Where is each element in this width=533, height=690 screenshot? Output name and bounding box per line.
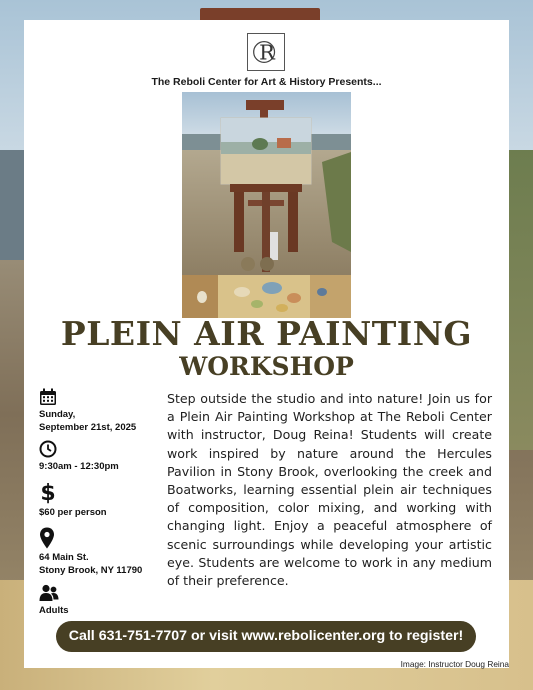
title-line-1: PLEIN AIR PAINTING [60, 314, 473, 353]
price-block [39, 480, 169, 519]
people-icon [39, 584, 169, 602]
workshop-description: Step outside the studio and into nature! Join us for a Plein Air Painting Workshop at The Reboli Center with instructor, Doug Reina! Students will create work inspired by nature around the Hercules Pavilion in Stony Brook, overlooking the creek and Boatworks, learning essential plein air techniques of composition, color mixing, and working with changing light. Enjoy a peaceful atmosphere of scenic surroundings while developing your artistic eye. Students are welcome to work in any medium of their preference. [167, 391, 492, 589]
svg-text:$: $ [40, 481, 56, 504]
reboli-logo [247, 33, 285, 71]
image-credit: Image: Instructor Doug Reina [400, 659, 509, 669]
date-line-1: Sunday, [39, 409, 76, 420]
presenter-line: The Reboli Center for Art & History Presents... [151, 76, 382, 88]
time-block [39, 440, 169, 473]
dollar-icon [39, 480, 169, 504]
location-pin-icon [39, 527, 169, 549]
background-grass [508, 150, 533, 450]
clock-icon [39, 440, 169, 458]
audience-block [39, 584, 169, 617]
registration-banner: Call 631-751-7707 or visit www.rebolicenter.org to register! [56, 621, 476, 652]
calendar-icon [39, 388, 169, 406]
address-line-2: Stony Brook, NY 11790 [39, 565, 143, 576]
audience-text: Adults [39, 605, 69, 616]
time-text: 9:30am - 12:30pm [39, 461, 119, 472]
address-block [39, 527, 169, 577]
logo-letter: R [259, 40, 275, 65]
title-line-2: WORKSHOP [179, 352, 354, 381]
date-line-2: September 21st, 2025 [39, 422, 137, 433]
price-text: $60 per person [39, 507, 107, 518]
easel-photo [182, 92, 351, 318]
address-line-1: 64 Main St. [39, 552, 89, 563]
date-block [39, 388, 169, 434]
